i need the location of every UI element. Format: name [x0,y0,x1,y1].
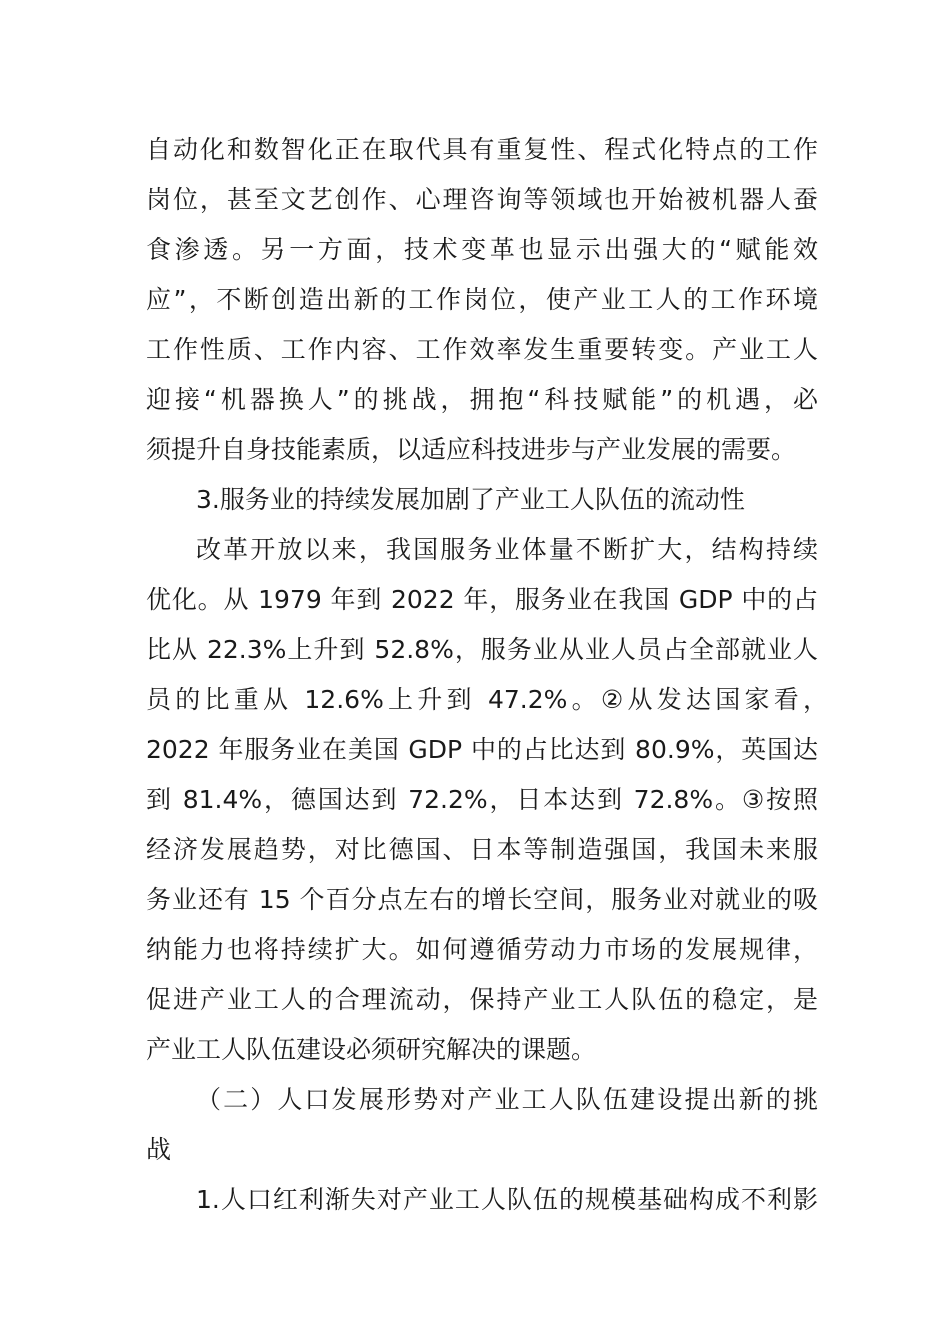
section-heading: （二）人口发展形势对产业工人队伍建设提出新的挑 [196,1085,818,1114]
body-text-line: 到 81.4%，德国达到 72.2%，日本达到 72.8%。③按照 [146,785,818,814]
body-text-line: 务业还有 15 个百分点左右的增长空间，服务业对就业的吸 [146,885,818,914]
body-text-line: 2022 年服务业在美国 GDP 中的占比达到 80.9%，英国达 [146,735,818,764]
body-text-line: 食渗透。另一方面，技术变革也显示出强大的“赋能效 [146,235,818,264]
body-text-line: 员的比重从 12.6%上升到 47.2%。②从发达国家看， [146,685,828,714]
body-text-line: 纳能力也将持续扩大。如何遵循劳动力市场的发展规律， [146,935,818,964]
body-text-line: 产业工人队伍建设必须研究解决的课题。 [146,1035,597,1064]
body-text-line: 应”，不断创造出新的工作岗位，使产业工人的工作环境 [146,285,818,314]
body-text-line: 优化。从 1979 年到 2022 年，服务业在我国 GDP 中的占 [146,585,818,614]
body-text-line: 促进产业工人的合理流动，保持产业工人队伍的稳定，是 [146,985,818,1014]
section-heading: 战 [146,1135,172,1164]
section-heading: 3.服务业的持续发展加剧了产业工人队伍的流动性 [196,485,745,514]
body-text-line: 工作性质、工作内容、工作效率发生重要转变。产业工人 [146,335,818,364]
body-text-line: 迎接“机器换人”的挑战，拥抱“科技赋能”的机遇，必 [146,385,818,414]
subsection-heading: 1.人口红利渐失对产业工人队伍的规模基础构成不利影 [196,1185,818,1214]
body-text-line: 须提升自身技能素质，以适应科技进步与产业发展的需要。 [146,435,797,464]
body-text-line: 岗位，甚至文艺创作、心理咨询等领域也开始被机器人蚕 [146,185,818,214]
body-text-line: 经济发展趋势，对比德国、日本等制造强国，我国未来服 [146,835,818,864]
body-text-line: 改革开放以来，我国服务业体量不断扩大，结构持续 [196,535,818,564]
body-text-line: 比从 22.3%上升到 52.8%，服务业从业人员占全部就业人 [146,635,818,664]
body-text-line: 自动化和数智化正在取代具有重复性、程式化特点的工作 [146,135,818,164]
